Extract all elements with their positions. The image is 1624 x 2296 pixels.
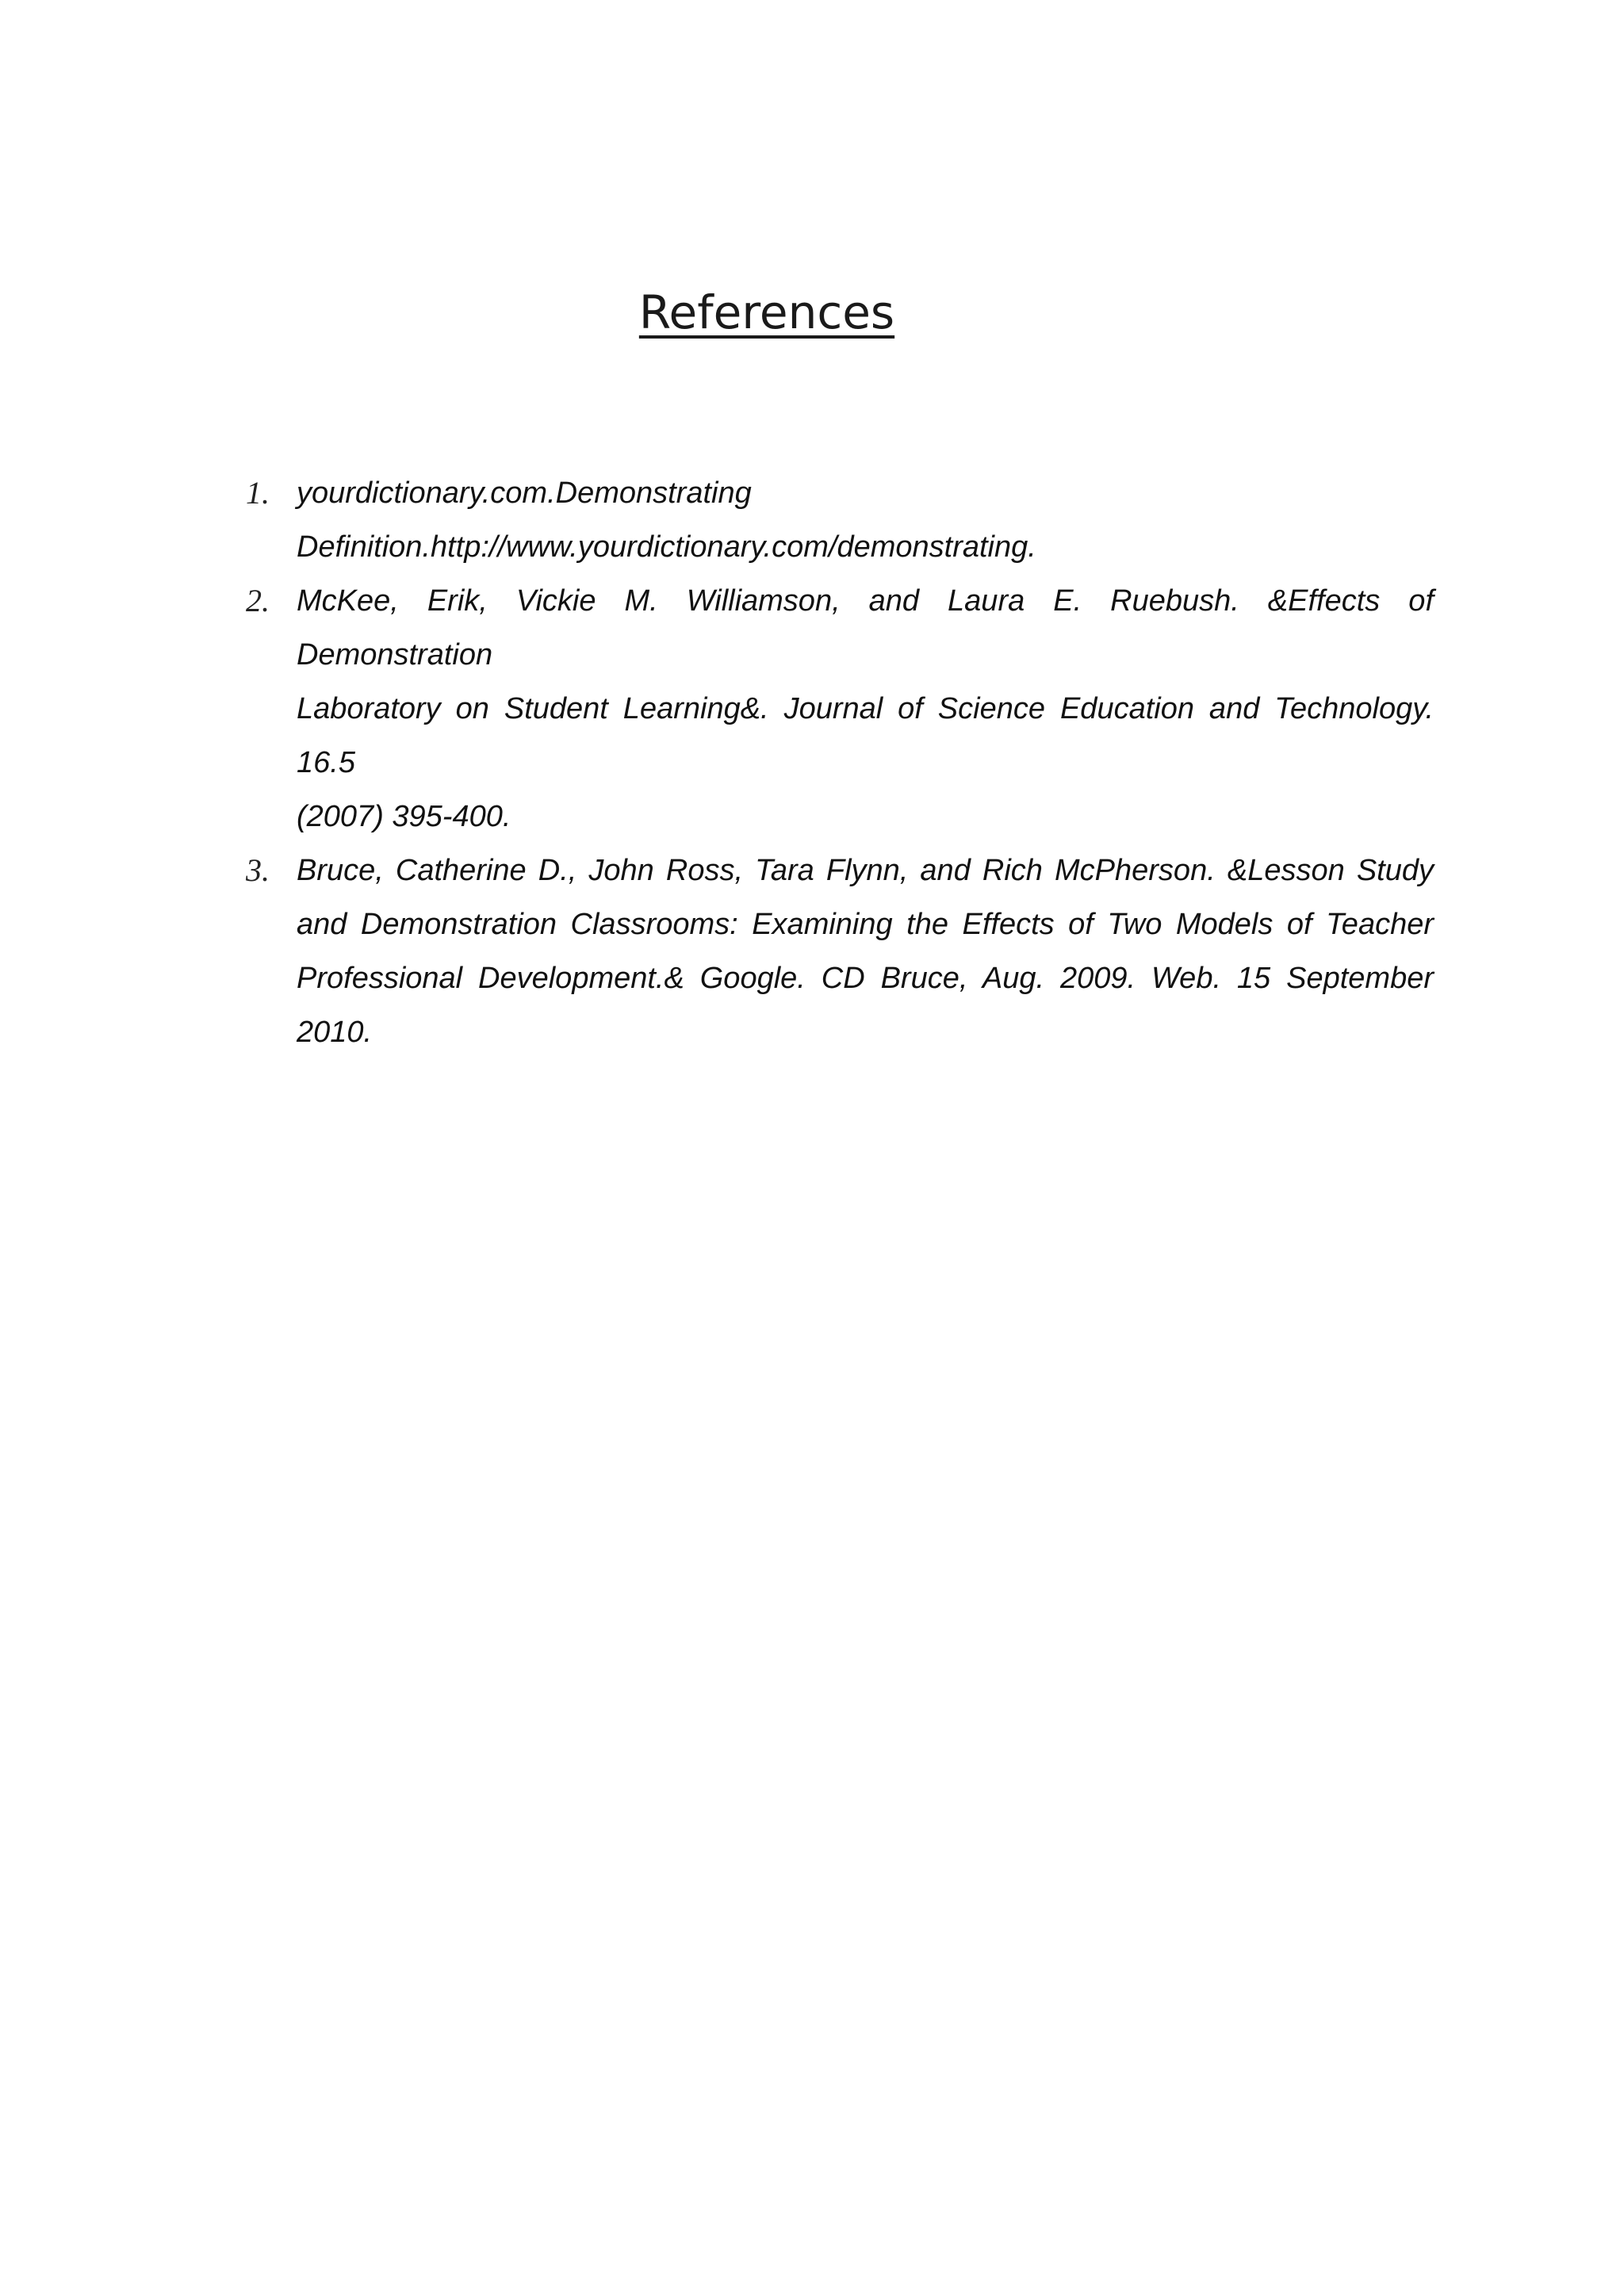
reference-line: and Demonstration Classrooms: Examining the Effects of Two Models of Teacher <box>297 908 1434 941</box>
reference-line: yourdictionary.com.Demonstrating <box>297 476 752 510</box>
reference-line: Laboratory on Student Learning&. Journal of Science Education and Technology. 16.5 <box>297 692 1434 779</box>
reference-line: Professional Development.& Google. CD Bruce, Aug. 2009. Web. 15 September 2010. <box>297 962 1434 1049</box>
reference-item-1 <box>246 466 1434 574</box>
reference-number: 2. <box>246 583 270 618</box>
reference-line: (2007) 395-400. <box>297 800 511 833</box>
reference-text <box>297 466 1434 574</box>
reference-list <box>246 466 1434 1059</box>
reference-line: McKee, Erik, Vickie M. Williamson, and Laura E. Ruebush. &Effects of Demonstration <box>297 584 1434 672</box>
reference-number: 1. <box>246 475 270 511</box>
reference-item-3 <box>246 844 1434 1059</box>
reference-line: Definition.http://www.yourdictionary.com/demonstrating. <box>297 530 1036 564</box>
reference-item-2 <box>246 574 1434 844</box>
reference-number: 3. <box>246 852 270 888</box>
reference-text <box>297 844 1434 1059</box>
reference-text-end <box>297 790 1434 844</box>
references-heading: References <box>638 285 895 339</box>
page-title <box>0 282 1534 342</box>
reference-line: Bruce, Catherine D., John Ross, Tara Flynn, and Rich McPherson. &Lesson Study <box>297 854 1434 887</box>
reference-text <box>297 574 1434 790</box>
